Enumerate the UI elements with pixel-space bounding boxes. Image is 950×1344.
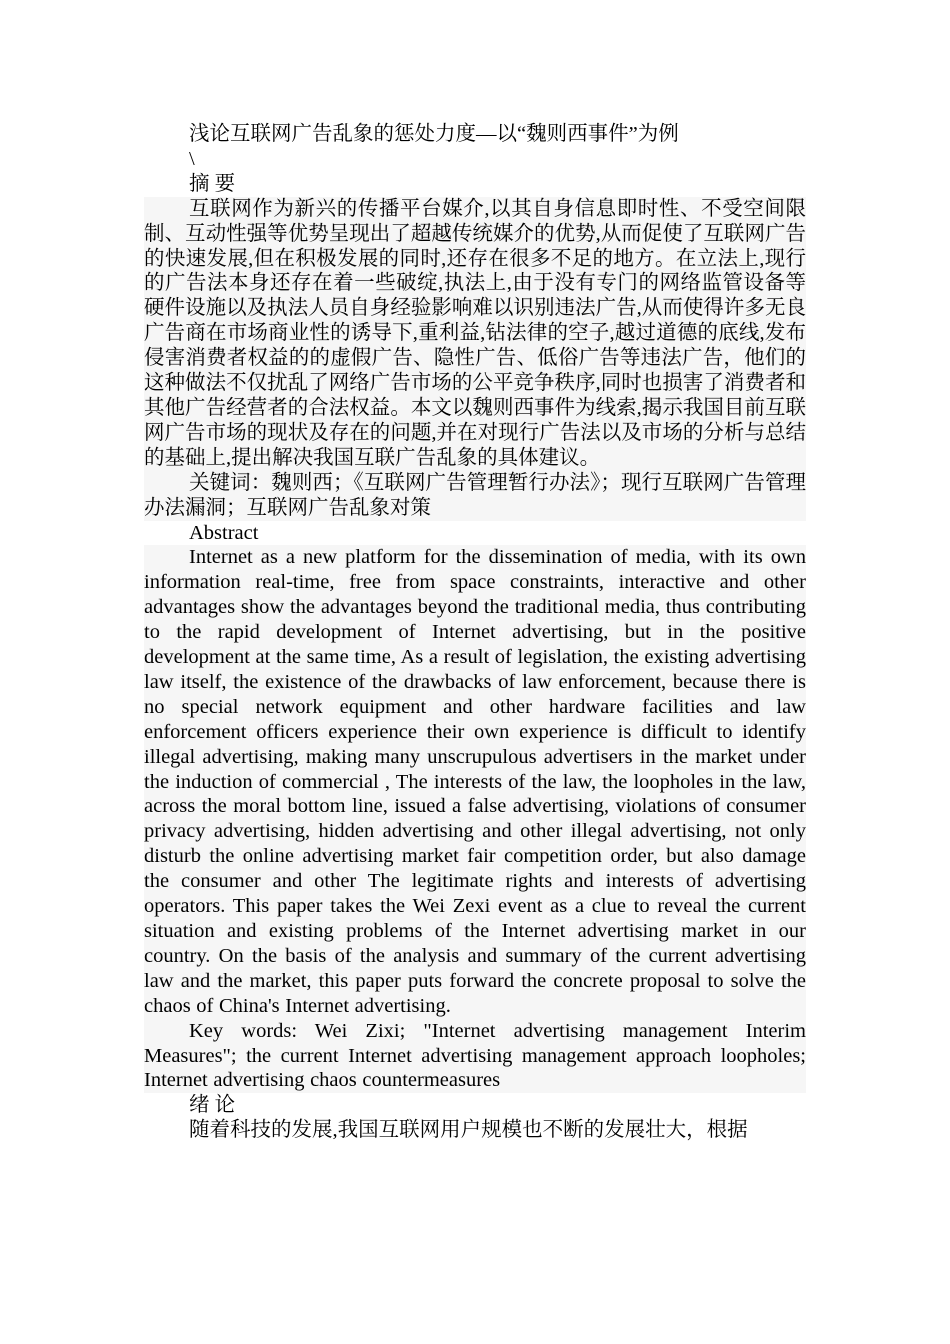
intro-first-line: 随着科技的发展,我国互联网用户规模也不断的发展壮大，根据 — [189, 1119, 748, 1142]
stray-mark: \ — [189, 147, 195, 170]
document-title: 浅论互联网广告乱象的惩处力度—以“魏则西事件”为例 — [189, 123, 679, 145]
intro-heading: 绪 论 — [189, 1094, 236, 1117]
document-page — [144, 122, 806, 1143]
keywords-en: Key words: Wei Zixi; "Internet advertising management Interim Measures"; the current Internet advertising management approach loopholes; Internet advertising chaos countermeasures — [144, 1019, 806, 1092]
abstract-heading-cn: 摘 要 — [189, 172, 236, 195]
abstract-body-en: Internet as a new platform for the dissemination of media, with its own information real-time, free from space constraints, interactive and other advantages show the advantages beyond the traditional media, thus contributing to the rapid development of Internet advertising, but in the positive development at the same time, As a result of legislation, the existing advertising law itself, the existence of the drawbacks of law enforcement, because there is no special network equipment and other hardware facilities and law enforcement officers experience their own experience is difficult to identify illegal advertising, making many unscrupulous advertisers in the market under the induction of commercial , The interests of the law, the loopholes in the law, across the moral bottom line, issued a false advertising, violations of consumer privacy advertising, hidden advertising and other illegal advertising, not only disturb the online advertising market fair competition order, but also damage the consumer and other The legitimate rights and interests of advertising operators. This paper takes the Wei Zexi event as a clue to reveal the current situation and existing problems of the Internet advertising market in our country. On the basis of the analysis and summary of the current advertising law and the market, this paper puts forward the concrete proposal to solve the chaos of China's Internet advertising. — [144, 546, 806, 1017]
keywords-cn: 关键词：魏则西；《互联网广告管理暂行办法》；现行互联网广告管理办法漏洞；互联网广告乱象对策 — [144, 471, 806, 519]
abstract-heading-en: Abstract — [189, 521, 259, 544]
abstract-body-cn: 互联网作为新兴的传播平台媒介,以其自身信息即时性、不受空间限制、互动性强等优势呈现出了超越传统媒介的优势,从而促使了互联网广告的快速发展,但在积极发展的同时,还存在很多不足的地方。在立法上,现行的广告法本身还存在着一些破绽,执法上,由于没有专门的网络监管设备等硬件设施以及执法人员自身经验影响难以识别违法广告,从而使得许多无良广告商在市场商业性的诱导下,重利益,钻法律的空子,越过道德的底线,发布侵害消费者权益的的虚假广告、隐性广告、低俗广告等违法广告，他们的这种做法不仅扰乱了网络广告市场的公平竞争秩序,同时也损害了消费者和其他广告经营者的合法权益。本文以魏则西事件为线索,揭示我国目前互联网广告市场的现状及存在的问题,并在对现行广告法以及市场的分析与总结的基础上,提出解决我国互联广告乱象的具体建议。 — [144, 197, 806, 469]
